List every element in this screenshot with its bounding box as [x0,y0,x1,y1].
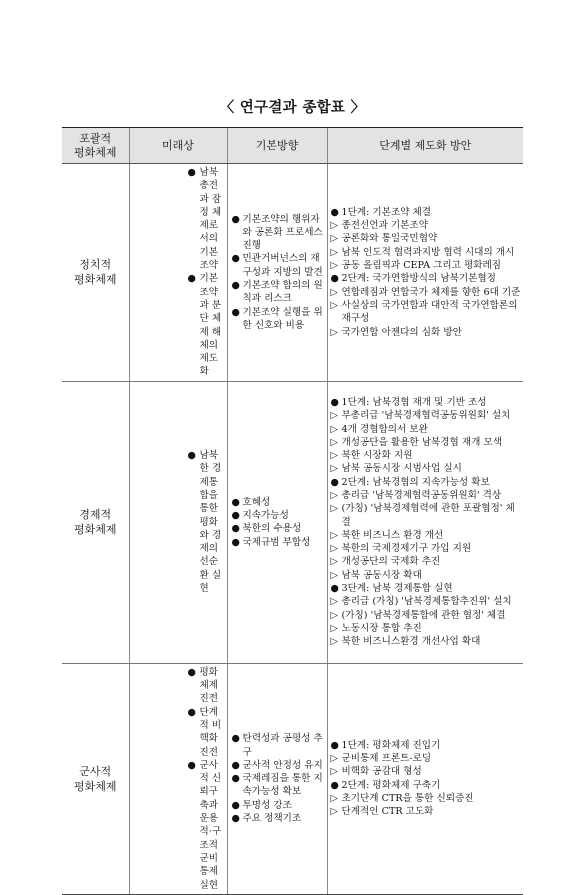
list-item-text: 탄력성과 공평성 추구 [242,733,323,758]
list-item-text: 북한의 수용성 [242,523,302,535]
list-item-text: 공동 올림픽과 CEPA 그리고 평화레짐 [341,260,502,272]
vision-cell [129,164,227,382]
list-item [331,542,522,555]
list-item [331,752,522,765]
bullet-icon: ● [231,536,240,548]
list-item-text: 총리급 (가칭) '남북경제통합추진위' 설치 [341,596,512,608]
bullet-icon: ● [330,476,339,488]
bullet-icon: ● [187,273,196,285]
list-item-text: 사실상의 국가연합과 대안적 국가연합론의 재구성 [341,299,518,325]
list-item-text: 남북한 경제통합을 통한 평화와 경제의 선순환 실현 [199,450,222,595]
list-item [331,246,522,259]
category-cell: 경제적 평화체제 [62,381,129,663]
list-item-text: 총리급 '남북경제협력공동위원회' 격상 [341,490,502,501]
list-item [188,666,225,706]
header-category: 포괄적 평화체제 [62,128,129,164]
arrow-bullet-icon: ▷ [330,766,338,778]
list-item-text: 민관거버넌스의 재구성과 지방의 발견 [242,253,323,278]
arrow-bullet-icon: ▷ [330,596,338,608]
list-item [331,396,522,409]
list-item [331,805,522,818]
bullet-icon: ● [231,799,240,811]
list-item [331,476,522,489]
bullet-icon: ● [231,306,240,318]
list-item [331,232,522,245]
bullet-icon: ● [187,706,196,718]
arrow-bullet-icon: ▷ [330,609,338,621]
list-item [232,759,325,772]
arrow-bullet-icon: ▷ [330,622,338,634]
direction-cell [227,164,327,382]
arrow-bullet-icon: ▷ [330,246,338,258]
list-item-text: 단계적인 CTR 고도화 [341,806,434,818]
table-row-economic [62,381,523,663]
list-item-text: 북한 비즈니스 환경 개선 [341,529,444,541]
list-item-text: 2단계: 평화체제 구축기 [341,779,441,791]
list-item-text: 개성공단을 활용한 남북경협 재개 모색 [341,436,502,448]
list-item-text: 부총리급 '남북경제협력공동위원회' 설치 [341,410,511,422]
arrow-bullet-icon: ▷ [330,556,338,568]
list-item-text: 개성공단의 국제화 추진 [341,556,441,568]
bullet-icon: ● [231,813,240,825]
arrow-bullet-icon: ▷ [330,233,338,245]
list-item [331,765,522,778]
list-item [331,489,522,502]
arrow-bullet-icon: ▷ [330,450,338,462]
list-item-text: 3단계: 남북 경제통합 실현 [341,583,453,595]
list-item [232,252,325,279]
list-item-text: 1단계: 남북경협 재개 및 기반 조성 [341,396,487,408]
list-item-text: 종전선언과 기본조약 [341,220,428,232]
list-item-text: (가칭) '남북경제통합에 관한 협정' 체결 [341,609,506,621]
arrow-bullet-icon: ▷ [330,410,338,422]
list-item [331,779,522,792]
list-item [232,509,325,522]
list-item [232,496,325,509]
list-item [331,409,522,422]
header-direction: 기본방향 [227,128,327,164]
table-row-political [62,164,523,382]
list-item-text: 군사적 신뢰구축과 운용적·구조적 군비 통제 실현 [199,759,222,891]
list-item-text: 지속가능성 [242,509,289,521]
list-item [188,706,225,759]
list-item [331,569,522,582]
list-item-text: 기본조약과 분단 체제 해체의 제도화 [199,273,222,378]
list-item-text: 북한 시장화 지원 [341,450,413,462]
list-item-text: 1단계: 기본조약 체결 [341,206,432,218]
list-item-text: 2단계: 남북경협의 지속가능성 확보 [341,476,490,488]
list-item [331,582,522,595]
list-item [331,595,522,608]
arrow-bullet-icon: ▷ [330,220,338,232]
arrow-bullet-icon: ▷ [330,569,338,581]
list-item [331,529,522,542]
list-item [232,522,325,535]
arrow-bullet-icon: ▷ [330,463,338,475]
summary-table [62,127,523,895]
arrow-bullet-icon: ▷ [330,529,338,541]
bullet-icon: ● [187,759,196,771]
list-item-text: 주요 정책기조 [242,813,302,825]
header-vision: 미래상 [129,128,227,164]
bullet-icon: ● [231,253,240,265]
list-item-text: 공론화와 통일국민협약 [341,233,438,245]
stages-cell [327,381,523,663]
bullet-icon: ● [231,496,240,508]
list-item [331,219,522,232]
list-item [331,259,522,272]
list-item [331,299,522,326]
bullet-icon: ● [330,396,339,408]
list-item-text: 군사적 안정성 유지 [242,759,323,771]
direction-cell [227,381,327,663]
list-item [331,326,522,339]
list-item [232,812,325,825]
arrow-bullet-icon: ▷ [330,260,338,272]
direction-cell [227,663,327,894]
list-item [188,759,225,892]
list-item [232,306,325,333]
bullet-icon: ● [231,733,240,745]
list-item-text: 국제규범 부합성 [242,536,311,548]
bullet-icon: ● [187,666,196,678]
arrow-bullet-icon: ▷ [330,793,338,805]
bullet-icon: ● [231,213,240,225]
list-item-text: 남북 공동시장 확대 [341,569,422,581]
bullet-icon: ● [231,523,240,535]
arrow-bullet-icon: ▷ [330,299,338,311]
bullet-icon: ● [330,779,339,791]
bullet-icon: ● [231,773,240,785]
list-item [331,555,522,568]
vision-cell [129,663,227,894]
table-header-row [62,128,523,164]
list-item [232,279,325,306]
arrow-bullet-icon: ▷ [330,806,338,818]
list-item-text: 기본조약 실행을 위한 신호와 비용 [242,306,323,331]
list-item [331,739,522,752]
list-item [331,609,522,622]
bullet-icon: ● [187,167,196,178]
list-item-text: 남북 인도적 협력과지방 협력 시대의 개시 [341,246,515,258]
list-item [232,732,325,759]
arrow-bullet-icon: ▷ [330,503,338,515]
list-item [232,799,325,812]
list-item [331,462,522,475]
list-item-text: 2단계: 국가연합방식의 남북기본협정 [341,273,496,285]
arrow-bullet-icon: ▷ [330,326,338,338]
arrow-bullet-icon: ▷ [330,636,338,648]
list-item-text: 기본조약의 행위자와 공론화 프로세스 진행 [242,213,323,252]
list-item-text: 초기단계 CTR을 통한 신뢰증진 [341,793,474,805]
list-item [331,622,522,635]
list-item [331,502,522,529]
list-item [188,449,225,595]
list-item-text: 북한 비즈니스환경 개선사업 확대 [341,636,481,648]
list-item [331,436,522,449]
list-item [331,423,522,436]
list-item-text: 4개 경협합의서 보완 [341,423,428,435]
list-item [331,206,522,219]
list-item-text: (가칭) '남북경제협력에 관한 포괄협정' 체결 [341,503,515,528]
list-item [232,772,325,799]
arrow-bullet-icon: ▷ [330,753,338,765]
arrow-bullet-icon: ▷ [330,436,338,448]
bullet-icon: ● [231,280,240,292]
list-item-text: 단계적 비핵화 진전 [199,706,222,758]
list-item [188,272,225,378]
bullet-icon: ● [330,583,339,595]
list-item [331,635,522,648]
category-cell: 군사적 평화체제 [62,663,129,894]
list-item-text: 비핵화 공감대 형성 [341,766,422,778]
list-item-text: 연합레짐과 연합국가 체제를 향한 6대 기준 [341,286,521,298]
list-item-text: 투명성 강조 [242,799,292,811]
list-item-text: 노동시장 통합 추진 [341,622,422,634]
bullet-icon: ● [330,206,339,218]
list-item-text: 1단계: 평화체제 진입기 [341,739,441,751]
list-item [232,213,325,253]
header-stages: 단계별 제도화 방안 [327,128,523,164]
list-item [331,286,522,299]
bullet-icon: ● [330,273,339,285]
bullet-icon: ● [187,450,196,462]
list-item [331,449,522,462]
list-item-text: 기본조약 합의의 원칙과 리스크 [242,280,323,305]
arrow-bullet-icon: ▷ [330,490,338,501]
list-item-text: 평화체제 진전 [199,666,219,705]
arrow-bullet-icon: ▷ [330,423,338,435]
list-item [331,792,522,805]
list-item-text: 군비통제 프론트-로딩 [341,753,432,765]
page-title: 〈 연구결과 종합표 〉 [219,100,366,116]
stages-cell [327,164,523,382]
arrow-bullet-icon: ▷ [330,286,338,298]
bullet-icon: ● [231,509,240,521]
bullet-icon: ● [231,759,240,771]
list-item-text: 호혜성 [242,496,271,508]
list-item [188,166,225,272]
list-item [331,272,522,285]
table-row-military [62,663,523,894]
list-item-text: 국가연합 아젠다의 심화 방안 [341,326,462,338]
bullet-icon: ● [330,739,339,751]
list-item-text: 남북 공동시장 시범사업 실시 [341,463,462,475]
arrow-bullet-icon: ▷ [330,543,338,555]
list-item-text: 남북 총전과 잠정 체제로서의 기본조약 [199,167,222,272]
category-cell: 정치적 평화체제 [62,164,129,382]
list-item-text: 북한의 국제경제기구 가입 지원 [341,543,472,555]
list-item [232,536,325,549]
vision-cell [129,381,227,663]
list-item-text: 국제레짐을 통한 지속가능성 확보 [242,773,323,798]
stages-cell [327,663,523,894]
